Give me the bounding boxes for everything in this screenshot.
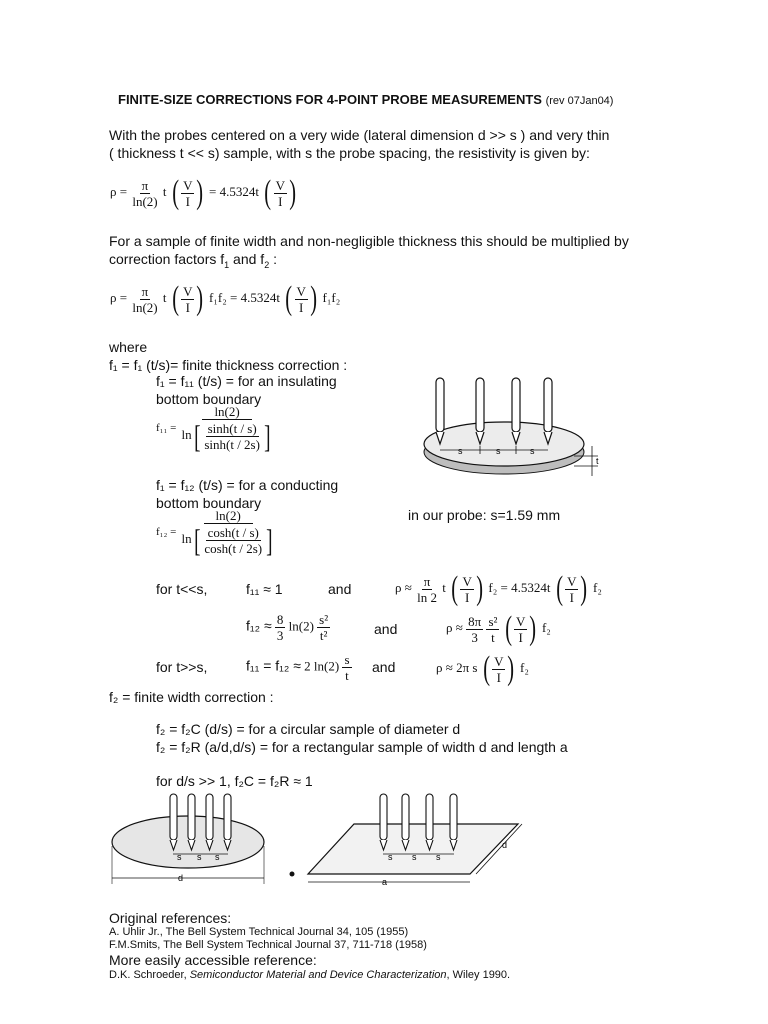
intro-paragraph bbox=[109, 126, 609, 162]
thickness-label-t: t bbox=[596, 456, 599, 466]
title-revision: (rev 07Jan04) bbox=[545, 95, 614, 107]
f2r-definition: f₂ = f₂R (a/d,d/s) = for a rectangular sample of width d and length a bbox=[156, 739, 568, 755]
frac-den: I bbox=[185, 193, 190, 209]
rho-thin-mid: f₂ = 4.5324t bbox=[488, 579, 551, 595]
f11-fraction bbox=[180, 404, 275, 452]
frac-num: s² bbox=[488, 613, 498, 629]
eight-pi-thirds bbox=[466, 614, 483, 645]
ref3-author: D.K. Schroeder, bbox=[109, 969, 190, 981]
f12-definition bbox=[156, 476, 338, 512]
ln-symbol: ln bbox=[181, 530, 192, 546]
f12-def-line-2: bottom boundary bbox=[156, 495, 262, 511]
v-over-i: ( $\frac{V}{I}$ ) bbox=[483, 650, 515, 687]
rho-thick-end: f₂ bbox=[520, 659, 529, 675]
page-title bbox=[118, 92, 613, 107]
original-references-heading: Original references: bbox=[109, 910, 232, 926]
accessible-reference-heading: More easily accessible reference: bbox=[109, 952, 317, 968]
finite-line-1: For a sample of finite width and non-negligible thickness this should be multiplied by bbox=[109, 233, 629, 249]
width-label-d: d bbox=[502, 840, 508, 850]
f12-thin-lhs: f₁₂ ≈ bbox=[246, 617, 272, 634]
rho-thin-end: f₂ bbox=[593, 579, 602, 595]
reference-smits: F.M.Smits, The Bell System Technical Journal 37, 711-718 (1958) bbox=[109, 939, 427, 951]
frac-den: ln(2) bbox=[132, 299, 158, 315]
and-label: and bbox=[372, 659, 396, 675]
frac-den: I bbox=[496, 669, 501, 685]
frac-num: sinh(t / s) bbox=[207, 420, 257, 436]
intro-line-1: With the probes centered on a very wide (lateral dimension d >> s ) and very thin bbox=[109, 127, 610, 143]
intro-line-2: ( thickness t << s) sample, with s the probe spacing, the resistivity is given by: bbox=[109, 145, 590, 161]
spacing-label-s: s bbox=[388, 852, 393, 862]
f12-equation bbox=[156, 508, 277, 556]
ref3-title: Semiconductor Material and Device Characterization bbox=[189, 969, 447, 981]
spacing-label-s: s bbox=[458, 446, 463, 456]
f11-definition bbox=[156, 372, 337, 408]
v-over-i-2: ( $\frac{V}{I}$ ) bbox=[556, 570, 588, 607]
frac-den: t² bbox=[319, 628, 328, 643]
frac-den: 3 bbox=[471, 629, 478, 645]
rho-symbol: ρ = bbox=[110, 183, 128, 199]
circular-sample-figure bbox=[112, 794, 264, 884]
sub-1: 1 bbox=[224, 259, 230, 270]
v-over-i: ( $\frac{V}{I}$ ) bbox=[172, 280, 204, 317]
v-over-i: ( $\frac{V}{I}$ ) bbox=[451, 570, 483, 607]
frac-den: t bbox=[345, 668, 349, 683]
thin-limit-label: for t<<s, bbox=[156, 581, 208, 597]
spacing-label-s: s bbox=[412, 852, 417, 862]
v-over-i: ( $\frac{V}{I}$ ) bbox=[504, 610, 537, 647]
disk-top bbox=[424, 422, 584, 466]
and-label: and bbox=[374, 621, 398, 637]
frac-num: V bbox=[275, 177, 285, 193]
frac-num: ln(2) bbox=[204, 508, 253, 524]
f12-thin-approx bbox=[246, 612, 330, 643]
two-ln2: 2 ln(2) bbox=[304, 658, 340, 674]
frac-den: ln [ $\frac{\sinh(t / s)}{\sinh(t / 2s)}$ ] bbox=[181, 418, 271, 454]
frac-den: I bbox=[278, 193, 283, 209]
frac-num: V bbox=[462, 573, 472, 589]
frac-num: ln(2) bbox=[202, 404, 251, 420]
f1f2-end: f₁f₂ bbox=[322, 289, 341, 305]
frac-num: V bbox=[567, 573, 577, 589]
frac-den: t bbox=[491, 629, 495, 645]
frac-num: cosh(t / s) bbox=[207, 524, 259, 540]
reference-uhlir: A. Uhlir Jr., The Bell System Technical Journal 34, 105 (1955) bbox=[109, 926, 409, 938]
finite-text-a: correction factors f bbox=[109, 251, 225, 267]
spacing-label-s: s bbox=[197, 852, 202, 862]
rectangular-sample-figure bbox=[308, 794, 522, 887]
frac-den: I bbox=[569, 589, 574, 605]
t-symbol: t bbox=[162, 183, 167, 199]
pi-over-ln2 bbox=[415, 574, 439, 605]
length-label-a: a bbox=[382, 877, 388, 887]
f12-fraction bbox=[180, 508, 277, 556]
spacing-label-s: s bbox=[215, 852, 220, 862]
frac-num: s bbox=[344, 652, 350, 667]
frac-num: V bbox=[183, 177, 193, 193]
reference-schroeder bbox=[109, 969, 510, 981]
rho-lhs: ρ ≈ bbox=[395, 579, 412, 595]
f12-def-line-1: f₁ = f₁₂ (t/s) = for a conducting bbox=[156, 477, 339, 493]
frac-num: 8π bbox=[468, 613, 482, 629]
frac-num: 8 bbox=[276, 612, 284, 627]
probe-spacing-note: in our probe: s=1.59 mm bbox=[408, 507, 561, 523]
finite-text-b: and f bbox=[229, 251, 265, 267]
f1-definition: f₁ = f₁ (t/s)= finite thickness correction : bbox=[109, 357, 348, 373]
resistivity-equation-corrected bbox=[110, 282, 340, 316]
finite-paragraph bbox=[109, 232, 629, 268]
spacing-label-s: s bbox=[177, 852, 182, 862]
f1f2-constant: f₁f₂ = 4.5324t bbox=[209, 289, 280, 305]
f-thick-approx bbox=[246, 652, 352, 683]
frac-den: sinh(t / 2s) bbox=[204, 436, 260, 452]
f11-def-line-2: bottom boundary bbox=[156, 391, 262, 407]
t-symbol: t bbox=[442, 579, 446, 595]
rho-lhs: ρ ≈ bbox=[446, 619, 463, 635]
rho-thin2-end: f₂ bbox=[541, 619, 551, 635]
s2-over-t bbox=[486, 614, 499, 645]
pi-over-ln2 bbox=[130, 178, 159, 209]
ln2-term: ln(2) bbox=[288, 618, 314, 634]
f12-lhs: f₁₂ = bbox=[156, 525, 177, 538]
finite-line-2 bbox=[109, 250, 629, 268]
s2-over-t2 bbox=[317, 612, 330, 643]
v-over-i-2: ( $\frac{V}{I}$ ) bbox=[264, 174, 297, 211]
f11-def-line-1: f₁ = f₁₁ (t/s) = for an insulating bbox=[156, 373, 337, 389]
where-block bbox=[109, 338, 347, 374]
ink-dot bbox=[290, 872, 295, 877]
rho-thin-equation bbox=[395, 572, 602, 606]
diameter-label-d: d bbox=[178, 873, 184, 883]
rho-thin-equation-2 bbox=[446, 612, 551, 646]
eight-thirds bbox=[275, 612, 286, 643]
and-label: and bbox=[328, 581, 352, 597]
frac-num: π bbox=[141, 177, 149, 193]
resistivity-equation-basic bbox=[110, 176, 298, 210]
frac-num: V bbox=[516, 613, 526, 629]
frac-den: I bbox=[185, 299, 190, 315]
frac-num: V bbox=[494, 653, 504, 669]
f11-thin-approx: f₁₁ ≈ 1 bbox=[246, 581, 283, 597]
t-symbol: t bbox=[162, 289, 167, 305]
f-thick-lhs: f₁₁ = f₁₂ ≈ bbox=[246, 657, 301, 674]
equals-constant: = 4.5324t bbox=[209, 183, 259, 199]
frac-num: π bbox=[423, 573, 431, 589]
large-sample-limit: for d/s >> 1, f₂C = f₂R ≈ 1 bbox=[156, 773, 313, 789]
frac-den: cosh(t / 2s) bbox=[204, 540, 263, 556]
f11-lhs: f₁₁ = bbox=[156, 421, 177, 434]
rho-symbol: ρ = bbox=[110, 289, 128, 305]
v-over-i: ( $\frac{V}{I}$ ) bbox=[172, 174, 204, 211]
probe-on-disk-figure bbox=[414, 372, 604, 484]
sub-2: 2 bbox=[264, 259, 270, 270]
finite-width-figures bbox=[108, 790, 528, 896]
frac-num: V bbox=[183, 283, 193, 299]
title-main: FINITE-SIZE CORRECTIONS FOR 4-POINT PROBE MEASUREMENTS bbox=[118, 92, 542, 107]
finite-text-c: : bbox=[269, 251, 277, 267]
rho-thick-equation bbox=[436, 652, 529, 686]
s-over-t bbox=[342, 652, 351, 683]
rho-lhs: ρ ≈ 2π s bbox=[436, 659, 478, 675]
frac-den: ln 2 bbox=[417, 589, 437, 605]
where-label: where bbox=[109, 339, 148, 355]
thick-limit-label: for t>>s, bbox=[156, 659, 208, 675]
spacing-label-s: s bbox=[530, 446, 535, 456]
spacing-label-s: s bbox=[436, 852, 441, 862]
v-over-i-2: ( $\frac{V}{I}$ ) bbox=[285, 280, 317, 317]
f2c-definition: f₂ = f₂C (d/s) = for a circular sample of diameter d bbox=[156, 721, 461, 737]
f11-equation bbox=[156, 404, 275, 452]
frac-num: V bbox=[296, 283, 306, 299]
frac-den: I bbox=[464, 589, 470, 605]
frac-den: I bbox=[299, 299, 304, 315]
f2-definition: f₂ = finite width correction : bbox=[109, 689, 274, 705]
ref3-end: , Wiley 1990. bbox=[446, 969, 511, 981]
frac-den: I bbox=[518, 629, 523, 645]
frac-den: 3 bbox=[276, 628, 284, 643]
spacing-label-s: s bbox=[496, 446, 501, 456]
pi-over-ln2 bbox=[130, 284, 159, 315]
frac-num: s² bbox=[319, 612, 329, 627]
frac-den: ln [ $\frac{\cosh(t / s)}{\cosh(t / 2s)}$ ] bbox=[181, 522, 273, 558]
ln-symbol: ln bbox=[181, 426, 192, 442]
frac-num: π bbox=[141, 283, 149, 299]
frac-den: ln(2) bbox=[132, 193, 158, 209]
